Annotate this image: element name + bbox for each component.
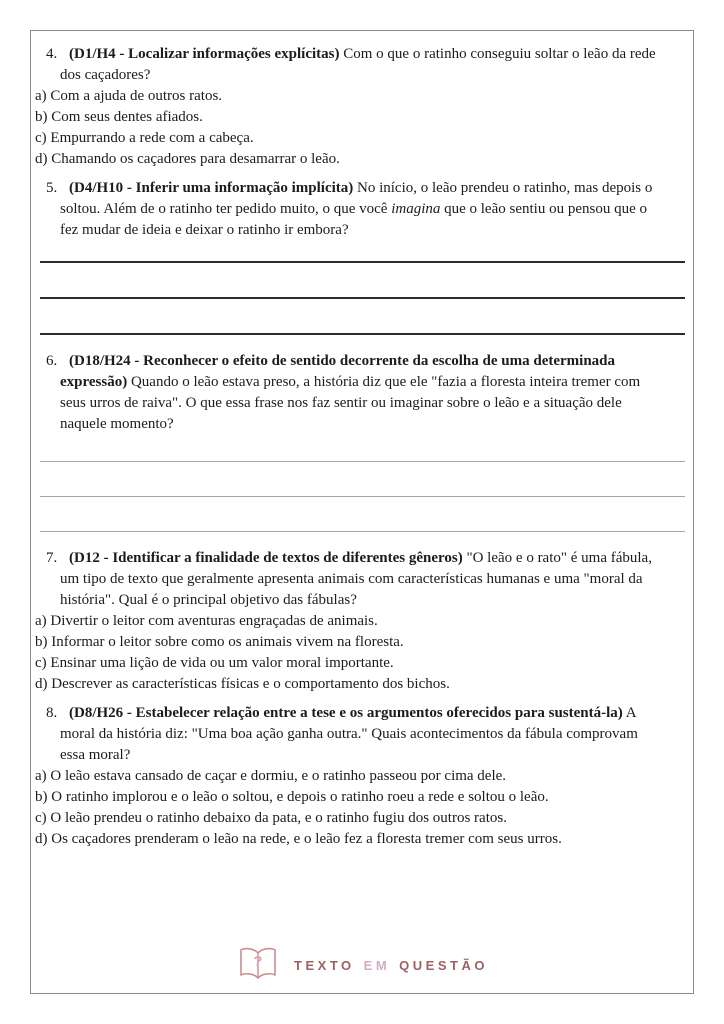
question-8-option-a: a) O leão estava cansado de caçar e dormiu, e o ratinho passeou por cima dele. xyxy=(35,768,507,784)
worksheet-content xyxy=(31,31,693,850)
question-number: 7. xyxy=(46,550,58,566)
question-number: 8. xyxy=(46,705,58,721)
question-7-option-d: d) Descrever as características físicas e o comportamento dos bichos. xyxy=(35,676,450,692)
footer-brand xyxy=(31,941,693,989)
question-7-option-b: b) Informar o leitor sobre como os animais vivem na floresta. xyxy=(35,634,404,650)
worksheet-page xyxy=(30,30,694,994)
question-4-option-d: d) Chamando os caçadores para desamarrar o leão. xyxy=(35,151,340,167)
question-8-head xyxy=(35,703,693,766)
question-mark-glyph: ? xyxy=(253,953,263,970)
question-text: A moral da história diz: "Uma boa ação ganha outra." Quais acontecimentos da fábula comprovam essa moral? xyxy=(60,705,638,763)
question-7 xyxy=(35,548,693,695)
question-descriptor: (D12 - Identificar a finalidade de textos de diferentes gêneros) xyxy=(69,550,463,566)
question-5 xyxy=(35,178,693,335)
answer-line xyxy=(40,299,685,335)
question-7-head xyxy=(35,548,693,611)
question-6-head xyxy=(35,351,693,435)
question-7-option-a: a) Divertir o leitor com aventuras engraçadas de animais. xyxy=(35,613,378,629)
answer-line xyxy=(40,462,685,497)
brand-word-questao: QUESTÃO xyxy=(399,957,488,973)
question-8 xyxy=(35,703,693,850)
question-8-option-b: b) O ratinho implorou e o leão o soltou, e depois o ratinho roeu a rede e soltou o leão. xyxy=(35,789,549,805)
question-8-option-d: d) Os caçadores prenderam o leão na rede, e o leão fez a floresta tremer com seus urros. xyxy=(35,831,562,847)
question-8-option-c: c) O leão prendeu o ratinho debaixo da pata, e o ratinho fugiu dos outros ratos. xyxy=(35,810,507,826)
question-text: Com o que o ratinho conseguiu soltar o leão da rede dos caçadores? xyxy=(60,46,656,83)
brand-word-texto: TEXTO xyxy=(294,957,355,973)
open-book-question-icon xyxy=(236,944,280,986)
question-4-option-c: c) Empurrando a rede com a cabeça. xyxy=(35,130,254,146)
answer-line xyxy=(40,435,685,462)
question-4-option-b: b) Com seus dentes afiados. xyxy=(35,109,203,125)
question-descriptor: (D1/H4 - Localizar informações explícitas) xyxy=(69,46,340,62)
question-4-option-a: a) Com a ajuda de outros ratos. xyxy=(35,88,223,104)
question-5-head xyxy=(35,178,693,241)
question-number: 6. xyxy=(46,353,58,369)
question-text: No início, o leão prendeu o ratinho, mas depois o soltou. Além de o ratinho ter pedido muito, o que você xyxy=(60,180,653,217)
question-text: que o leão sentiu ou pensou que o fez mudar de ideia e deixar o ratinho ir embora? xyxy=(60,201,647,238)
answer-line xyxy=(40,263,685,299)
brand-name xyxy=(294,958,488,973)
question-6 xyxy=(35,351,693,532)
question-descriptor: (D8/H26 - Estabelecer relação entre a tese e os argumentos oferecidos para sustentá-la) xyxy=(69,705,623,721)
answer-line xyxy=(40,241,685,263)
question-number: 5. xyxy=(46,180,58,196)
question-4 xyxy=(35,44,693,170)
answer-line xyxy=(40,497,685,532)
question-7-option-c: c) Ensinar uma lição de vida ou um valor moral importante. xyxy=(35,655,394,671)
question-text: "O leão e o rato" é uma fábula, um tipo de texto que geralmente apresenta animais com características humanas e uma "moral da história". Qual é o principal objetivo das fábulas? xyxy=(60,550,652,608)
question-4-head xyxy=(35,44,693,86)
question-5-answer-lines xyxy=(40,241,685,335)
question-descriptor: (D4/H10 - Inferir uma informação implícita) xyxy=(69,180,354,196)
question-6-answer-lines xyxy=(40,435,685,532)
brand-word-em: EM xyxy=(363,957,391,973)
question-text-italic: imagina xyxy=(391,201,441,217)
question-descriptor: (D18/H24 - Reconhecer o efeito de sentido decorrente da escolha de uma determinada expressão) xyxy=(60,353,616,390)
question-text: Quando o leão estava preso, a história diz que ele "fazia a floresta inteira tremer com seus urros de raiva". O que essa frase nos faz sentir ou imaginar sobre o leão e a situação dele naquele momento? xyxy=(60,374,641,432)
question-number: 4. xyxy=(46,46,58,62)
